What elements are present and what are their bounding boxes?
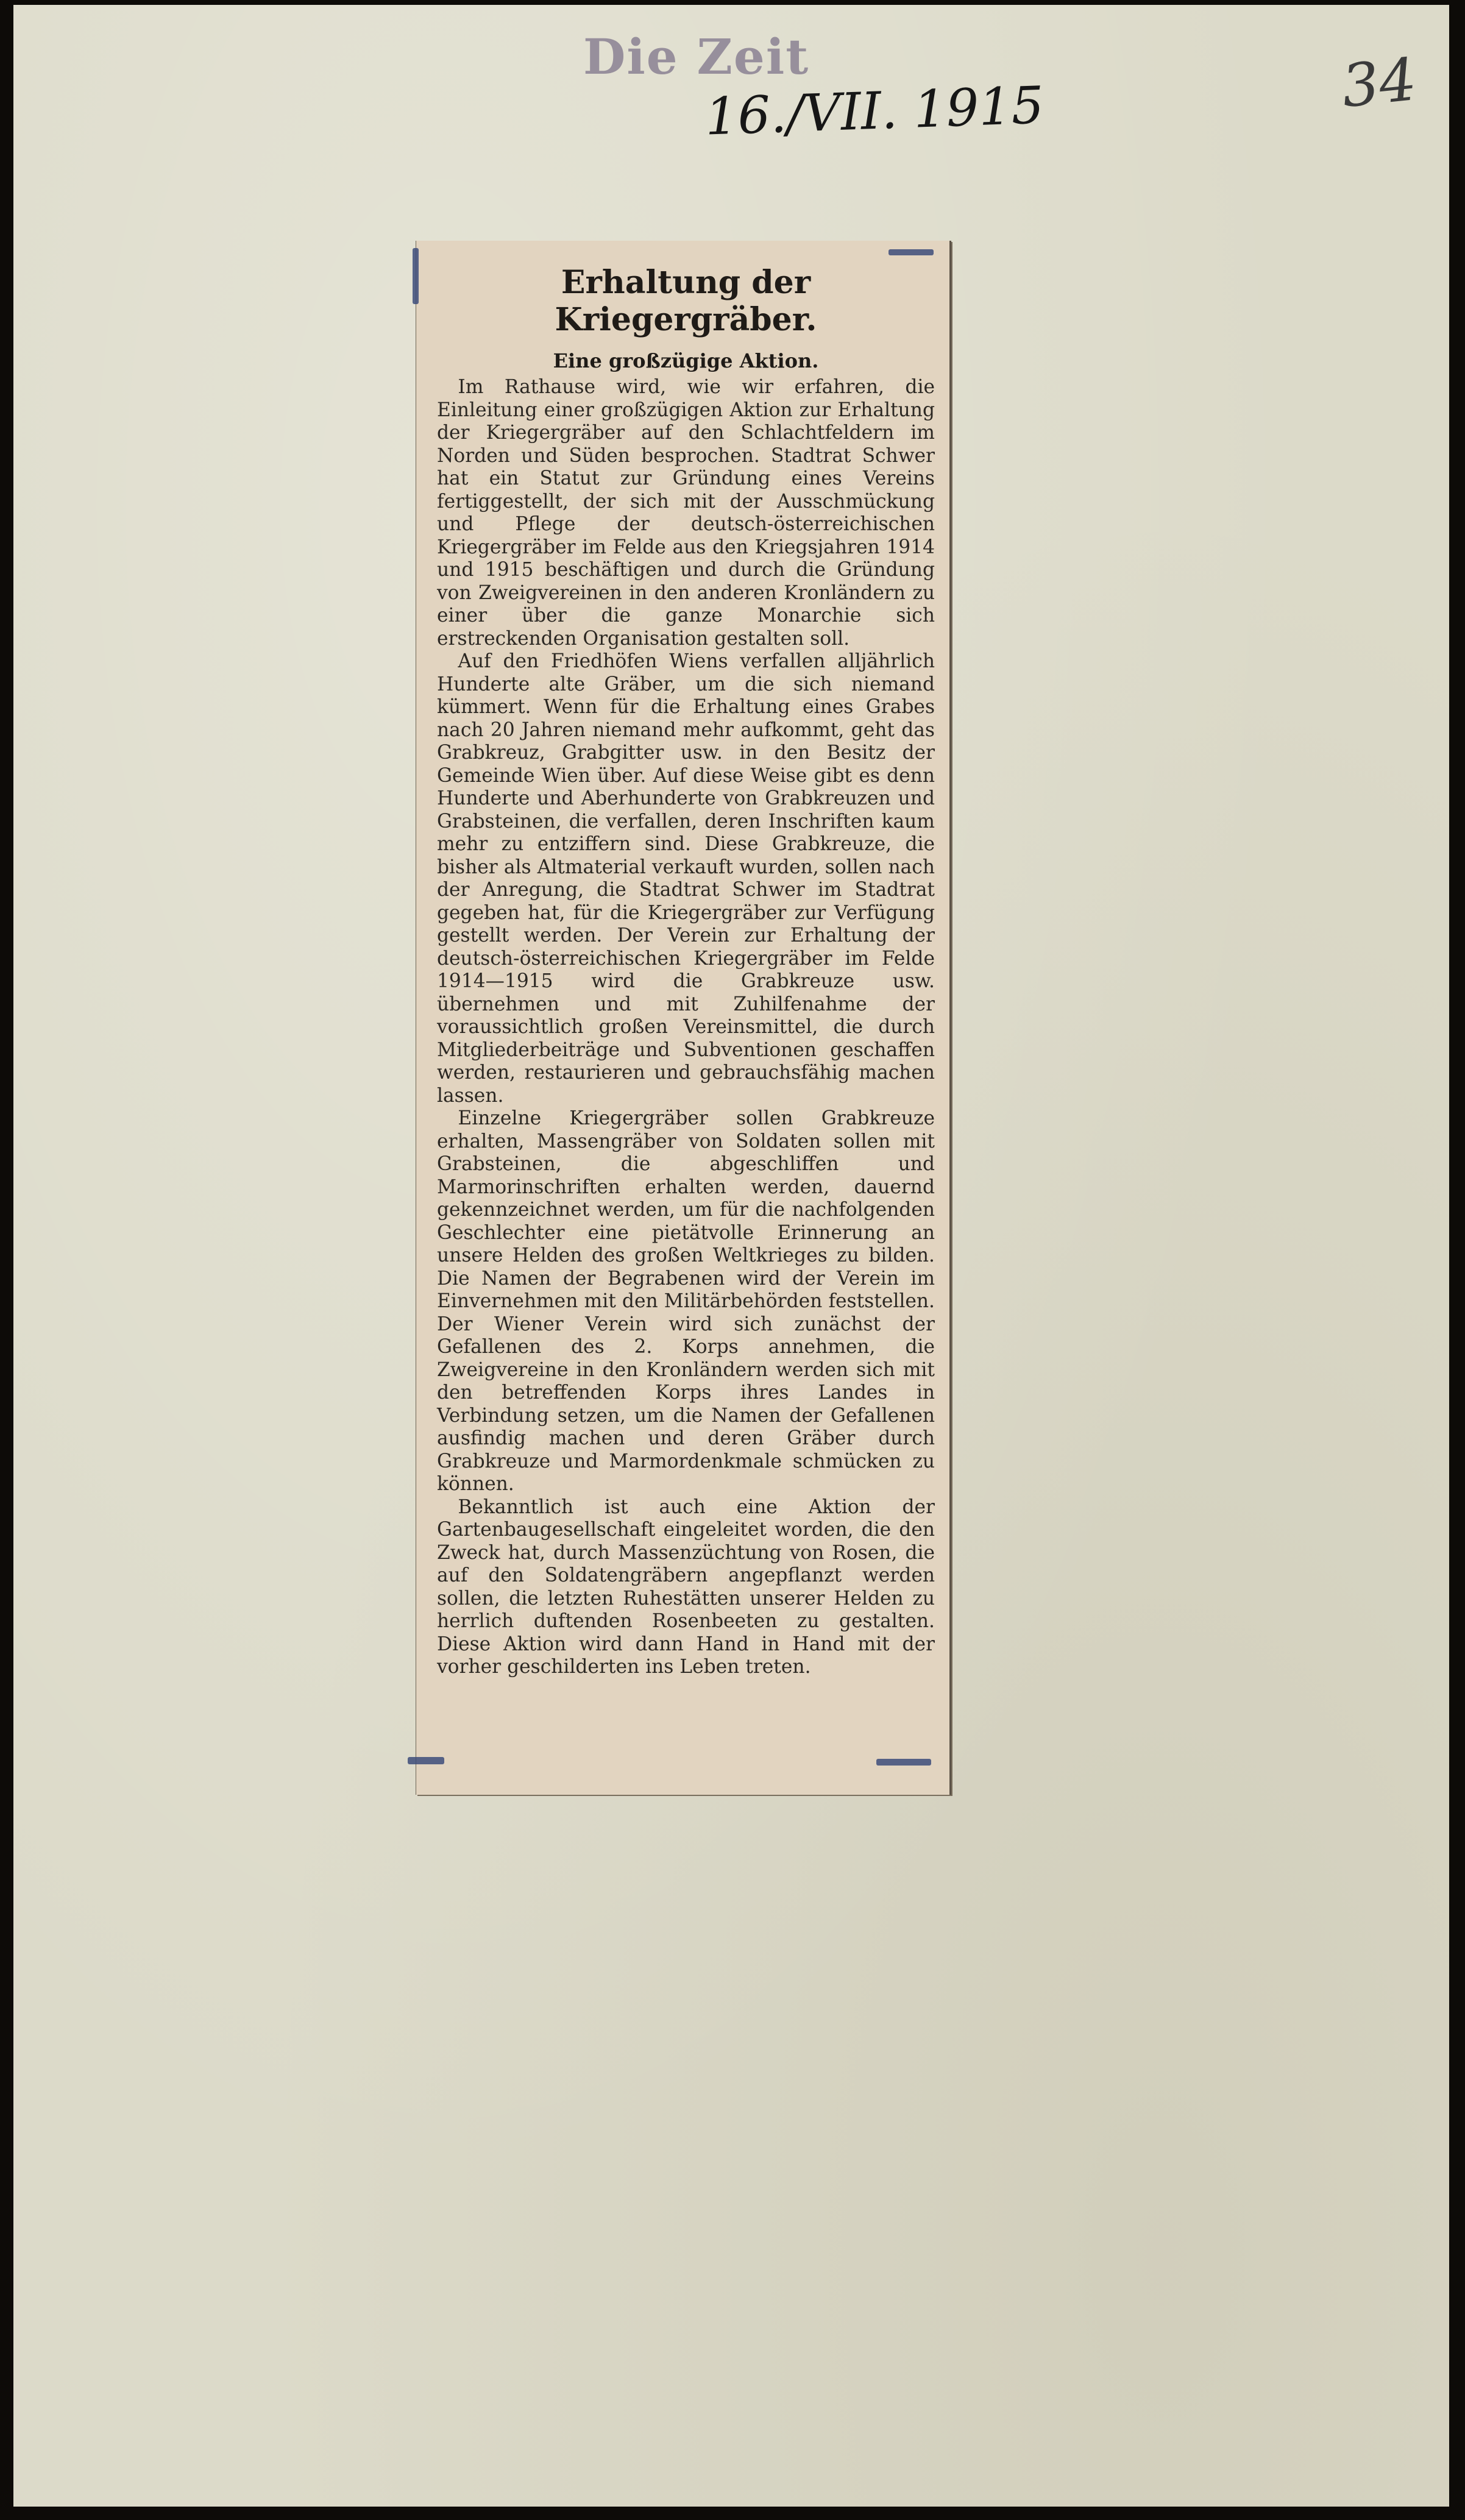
tape-mark [876, 1759, 931, 1766]
article-paragraph: Einzelne Kriegergräber sollen Grabkreuze erhalten, Massengräber von Soldaten sollen mit Grabsteinen, die abgeschliffen und Marmorinschriften erhalten werden, dauernd gekennzeichnet werden, um für die nachfolgenden Geschlechter eine pietätvolle Erinnerung an unsere Helden des großen Weltkrieges zu bilden. Die Namen der Begrabenen wird der Verein im Einvernehmen mit den Militärbehörden feststellen. Der Wiener Verein wird sich zunächst der Gefallenen des 2. Korps annehmen, die Zweigvereine in den Kronländern werden sich mit den betreffenden Korps ihres Landes in Verbindung setzen, um die Namen der Gefallenen ausfindig machen und deren Gräber durch Grabkreuze und Marmordenkmale schmücken zu können. [437, 1107, 935, 1495]
article-subtitle: Eine großzügige Aktion. [553, 349, 819, 372]
article-title: Erhaltung der Kriegergräber. [555, 264, 817, 338]
article-paragraph: Im Rathause wird, wie wir erfahren, die Einleitung einer großzügigen Aktion zur Erhaltung der Kriegergräber auf den Schlachtfeldern im Norden und Süden besprochen. Stadtrat Schwer hat ein Statut zur Gründung eines Vereins fertiggestellt, der sich mit der Ausschmückung und Pflege der deutsch-österreichischen Kriegergräber im Felde aus den Kriegsjahren 1914 und 1915 beschäftigen und durch die Gründung von Zweigvereinen in den anderen Kronländern zu einer über die ganze Monarchie sich erstreckenden Organisation gestalten soll. [437, 376, 935, 650]
tape-mark [413, 248, 419, 304]
tape-mark [889, 249, 934, 255]
newspaper-clipping [416, 241, 951, 1795]
article-paragraph: Bekanntlich ist auch eine Aktion der Gartenbaugesellschaft eingeleitet worden, die den Zweck hat, durch Massenzüchtung von Rosen, die auf den Soldatengräbern angepflanzt werden sollen, die letzten Ruhestätten unserer Helden zu herrlich duftenden Rosenbeeten zu gestalten. Diese Aktion wird dann Hand in Hand mit der vorher geschilderten ins Leben treten. [437, 1496, 935, 1678]
newspaper-stamp: Die Zeit [583, 28, 810, 85]
handwritten-date: 16./VII. 1915 [704, 75, 1045, 147]
article-paragraph: Auf den Friedhöfen Wiens verfallen alljährlich Hunderte alte Gräber, um die sich niemand kümmert. Wenn für die Erhaltung eines Grabes nach 20 Jahren niemand mehr aufkommt, geht das Grabkreuz, Grabgitter usw. in den Besitz der Gemeinde Wien über. Auf diese Weise gibt es denn Hunderte und Aberhunderte von Grabkreuzen und Grabsteinen, die verfallen, deren Inschriften kaum mehr zu entziffern sind. Diese Grabkreuze, die bisher als Altmaterial verkauft wurden, sollen nach der Anregung, die Stadtrat Schwer im Stadtrat gegeben hat, für die Kriegergräber zur Verfügung gestellt werden. Der Verein zur Erhaltung der deutsch-österreichischen Kriegergräber im Felde 1914—1915 wird die Grabkreuze usw. übernehmen und mit Zuhilfenahme der voraussichtlich großen Vereinsmittel, die durch Mitgliederbeiträge und Subventionen geschaffen werden, restaurieren und gebrauchsfähig machen lassen. [437, 650, 935, 1107]
tape-mark [408, 1757, 444, 1764]
handwritten-page-number: 34 [1338, 44, 1420, 121]
